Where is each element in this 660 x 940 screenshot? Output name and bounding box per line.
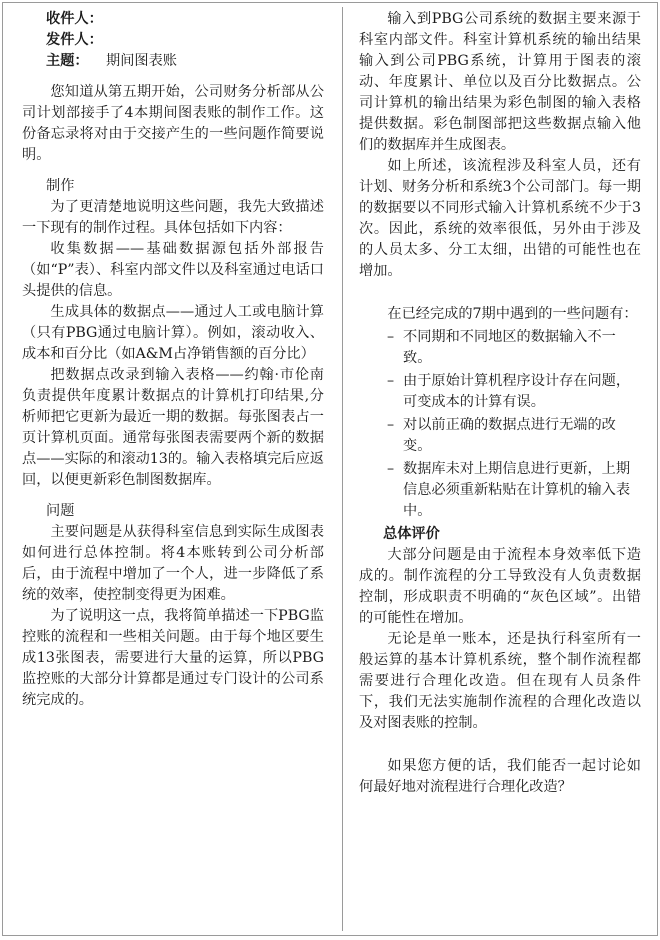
issues-intro: 在已经完成的7期中遇到的一些问题有： [387, 306, 638, 322]
subject-label: 主题： [46, 53, 89, 69]
to-label: 收件人： [46, 11, 103, 27]
closing-paragraph: 如果您方便的话，我们能否一起讨论如何最好地对流程进行合理化改造？ [359, 758, 641, 795]
process-paragraph: 如上所述，该流程涉及科室人员，还有计划、财务分析和系统3个公司部门。每一期的数据要以不同形式输入计算机系统不少于3次。因此，系统的效率很低，另外由于涉及的人员太多、分工太细，出错的可能性也在增加。 [359, 158, 641, 279]
step-enter-form: 把数据点改录到输入表格——约翰·市伦南负责提供年度累计数据点的计算机打印结果,分析师把它更新为最近一期的数据。每张图表占一页计算机页面。通常每张图表需要两个新的数据点——实际的和滚动13的。输入表格填完后应返回，以便更新彩色制图数据库。 [22, 367, 324, 488]
problem-heading: 问题 [46, 503, 75, 519]
list-item: – 对以前正确的数据点进行无端的改变。 [387, 417, 616, 454]
memo-subject-line [46, 51, 324, 72]
right-column [359, 9, 641, 798]
from-label: 发件人： [46, 32, 103, 48]
step-generate-points: 生成具体的数据点——通过人工或电脑计算（只有PBG通过电脑计算）。例如，滚动收入、成本和百分比（如A&M占净销售额的百分比） [22, 304, 324, 362]
production-heading: 制作 [46, 178, 75, 194]
evaluation-paragraph-1: 大部分问题是由于流程本身效率低下造成的。制作流程的分工导致没有人负责数据控制，形成职责不明确的“灰色区域”。出错的可能性在增加。 [359, 547, 641, 626]
memo-page [2, 2, 658, 936]
column-divider [342, 7, 343, 931]
production-intro: 为了更清楚地说明这些问题，我先大致描述一下现有的制作过程。具体包括如下内容： [22, 199, 324, 236]
evaluation-paragraph-2: 无论是单一账本，还是执行科室所有一般运算的基本计算机系统，整个制作流程都需要进行合理化改造。但在现有人员条件下，我们无法实施制作流程的合理化改造以及对图表账的控制。 [359, 631, 641, 731]
subject-value: 期间图表账 [106, 53, 177, 69]
system-paragraph: 输入到PBG公司系统的数据主要来源于科室内部文件。科室计算机系统的输出结果输入到公司PBG系统，计算用于图表的滚动、年度累计、单位以及百分比数据点。公司计算机的输出结果为彩色制图的输入表格提供数据。彩色制图部把这些数据点输入他们的数据库并生成图表。 [359, 11, 641, 153]
problem-paragraph-1: 主要问题是从获得科室信息到实际生成图表如何进行总体控制。将4本账转到公司分析部后，由于流程中增加了一个人，进一步降低了系统的效率，使控制变得更为困难。 [22, 524, 324, 603]
intro-paragraph: 您知道从第五期开始，公司财务分析部从公司计划部接手了4本期间图表账的制作工作。这份备忘录将对由于交接产生的一些问题作简要说明。 [22, 84, 324, 163]
step-collect-data: 收集数据——基础数据源包括外部报告（如“P”表）、科室内部文件以及科室通过电话口头提供的信息。 [22, 241, 324, 299]
left-column [22, 9, 324, 711]
evaluation-heading: 总体评价 [383, 526, 440, 542]
issues-list [359, 327, 641, 522]
list-item: – 数据库未对上期信息进行更新，上期信息必须重新粘贴在计算机的输入表中。 [387, 461, 631, 519]
problem-paragraph-2: 为了说明这一点，我将简单描述一下PBG监控账的流程和一些相关问题。由于每个地区要生成13张图表，需要进行大量的运算，所以PBG监控账的大部分计算都是通过专门设计的公司系统完成的。 [22, 608, 324, 708]
memo-from-line [46, 30, 324, 51]
list-item: – 由于原始计算机程序设计存在问题，可变成本的计算有误。 [387, 373, 631, 410]
memo-to-line [46, 9, 324, 30]
list-item: – 不同期和不同地区的数据输入不一致。 [387, 329, 616, 366]
